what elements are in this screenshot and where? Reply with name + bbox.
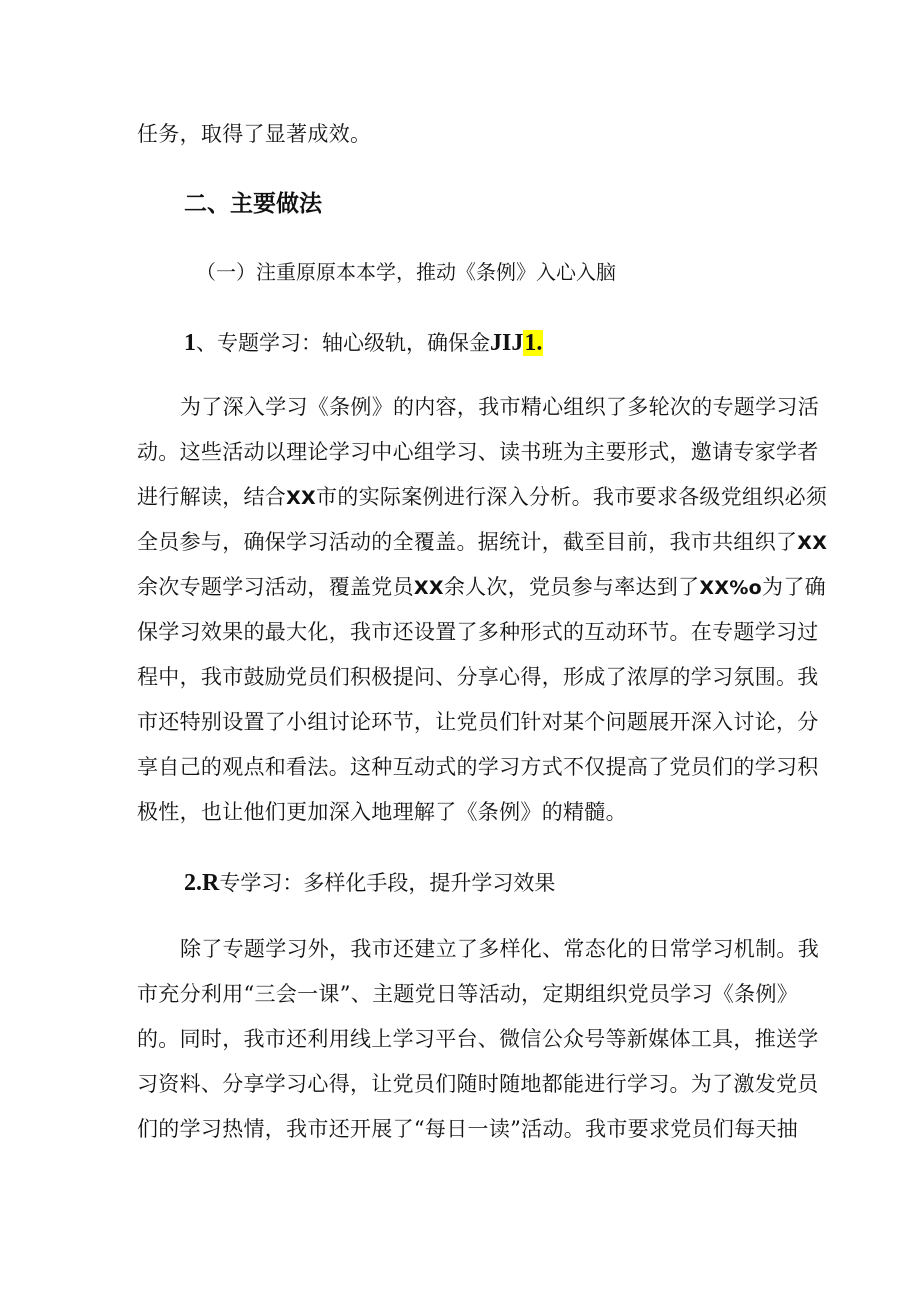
paragraph-line: 市充分利用“三会一课”、主题党日等活动，定期组织党员学习《条例》 bbox=[137, 982, 799, 1006]
paragraph-line bbox=[137, 572, 826, 603]
paragraph-line: 们的学习热情，我市还开展了“每日一读”活动。我市要求党员们每天抽 bbox=[137, 1117, 799, 1141]
paragraph-line: 为了深入学习《条例》的内容，我市精心组织了多轮次的专题学习活 bbox=[180, 395, 819, 419]
paragraph-line bbox=[137, 527, 827, 558]
paragraph-line: 任务，取得了显著成效。 bbox=[137, 122, 372, 146]
paragraph-line: 的。同时，我市还利用线上学习平台、微信公众号等新媒体工具，推送学 bbox=[137, 1027, 819, 1051]
item-title: 、专题学习：轴心级轨，确保金 bbox=[196, 331, 490, 355]
paragraph-line: 极性，也让他们更加深入地理解了《条例》的精髓。 bbox=[137, 800, 627, 824]
line-segment: 为了确 bbox=[762, 575, 826, 599]
item-number: 2.R bbox=[184, 870, 220, 896]
line-segment: 进行解读，结合 bbox=[137, 485, 287, 509]
paragraph-line: 市还特别设置了小组讨论环节，让党员们针对某个问题展开深入讨论，分 bbox=[137, 710, 819, 734]
paragraph-line: 享自己的观点和看法。这种互动式的学习方式不仅提高了党员们的学习积 bbox=[137, 755, 819, 779]
placeholder-mark: XX%o bbox=[699, 577, 763, 599]
ocr-artifact-text: JIJ bbox=[490, 330, 524, 356]
placeholder-mark: XX bbox=[286, 487, 317, 509]
line-segment: 全员参与，确保学习活动的全覆盖。据统计，截至目前，我市共组织了 bbox=[137, 530, 798, 554]
line-segment: 余次专题学习活动，覆盖党员 bbox=[137, 575, 414, 599]
item-title: 专学习：多样化手段，提升学习效果 bbox=[219, 871, 556, 895]
line-segment: 余人次，党员参与率达到了 bbox=[443, 575, 700, 599]
placeholder-mark: XX bbox=[413, 577, 444, 599]
item-heading-2 bbox=[184, 866, 555, 900]
paragraph-line: 动。这些活动以理论学习中心组学习、读书班为主要形式，邀请专家学者 bbox=[137, 440, 819, 464]
paragraph-line: 习资料、分享学习心得，让党员们随时随地都能进行学习。为了激发党员 bbox=[137, 1072, 819, 1096]
item-number: 1 bbox=[184, 330, 196, 356]
placeholder-mark: XX bbox=[797, 532, 828, 554]
item-heading-1 bbox=[184, 326, 543, 360]
paragraph-line: 保学习效果的最大化，我市还设置了多种形式的互动环节。在专题学习过 bbox=[137, 620, 819, 644]
line-segment: 市的实际案例进行深入分析。我市要求各级党组织必须 bbox=[316, 485, 828, 509]
highlighted-text: 1. bbox=[524, 330, 543, 356]
paragraph-line: 程中，我市鼓励党员们积极提问、分享心得，形成了浓厚的学习氛围。我 bbox=[137, 665, 819, 689]
paragraph-line: 除了专题学习外，我市还建立了多样化、常态化的日常学习机制。我 bbox=[180, 937, 819, 961]
subsection-heading: （一）注重原原本本学，推动《条例》入心入脑 bbox=[196, 260, 616, 284]
paragraph-line bbox=[137, 482, 827, 513]
section-heading: 二、主要做法 bbox=[184, 191, 322, 217]
